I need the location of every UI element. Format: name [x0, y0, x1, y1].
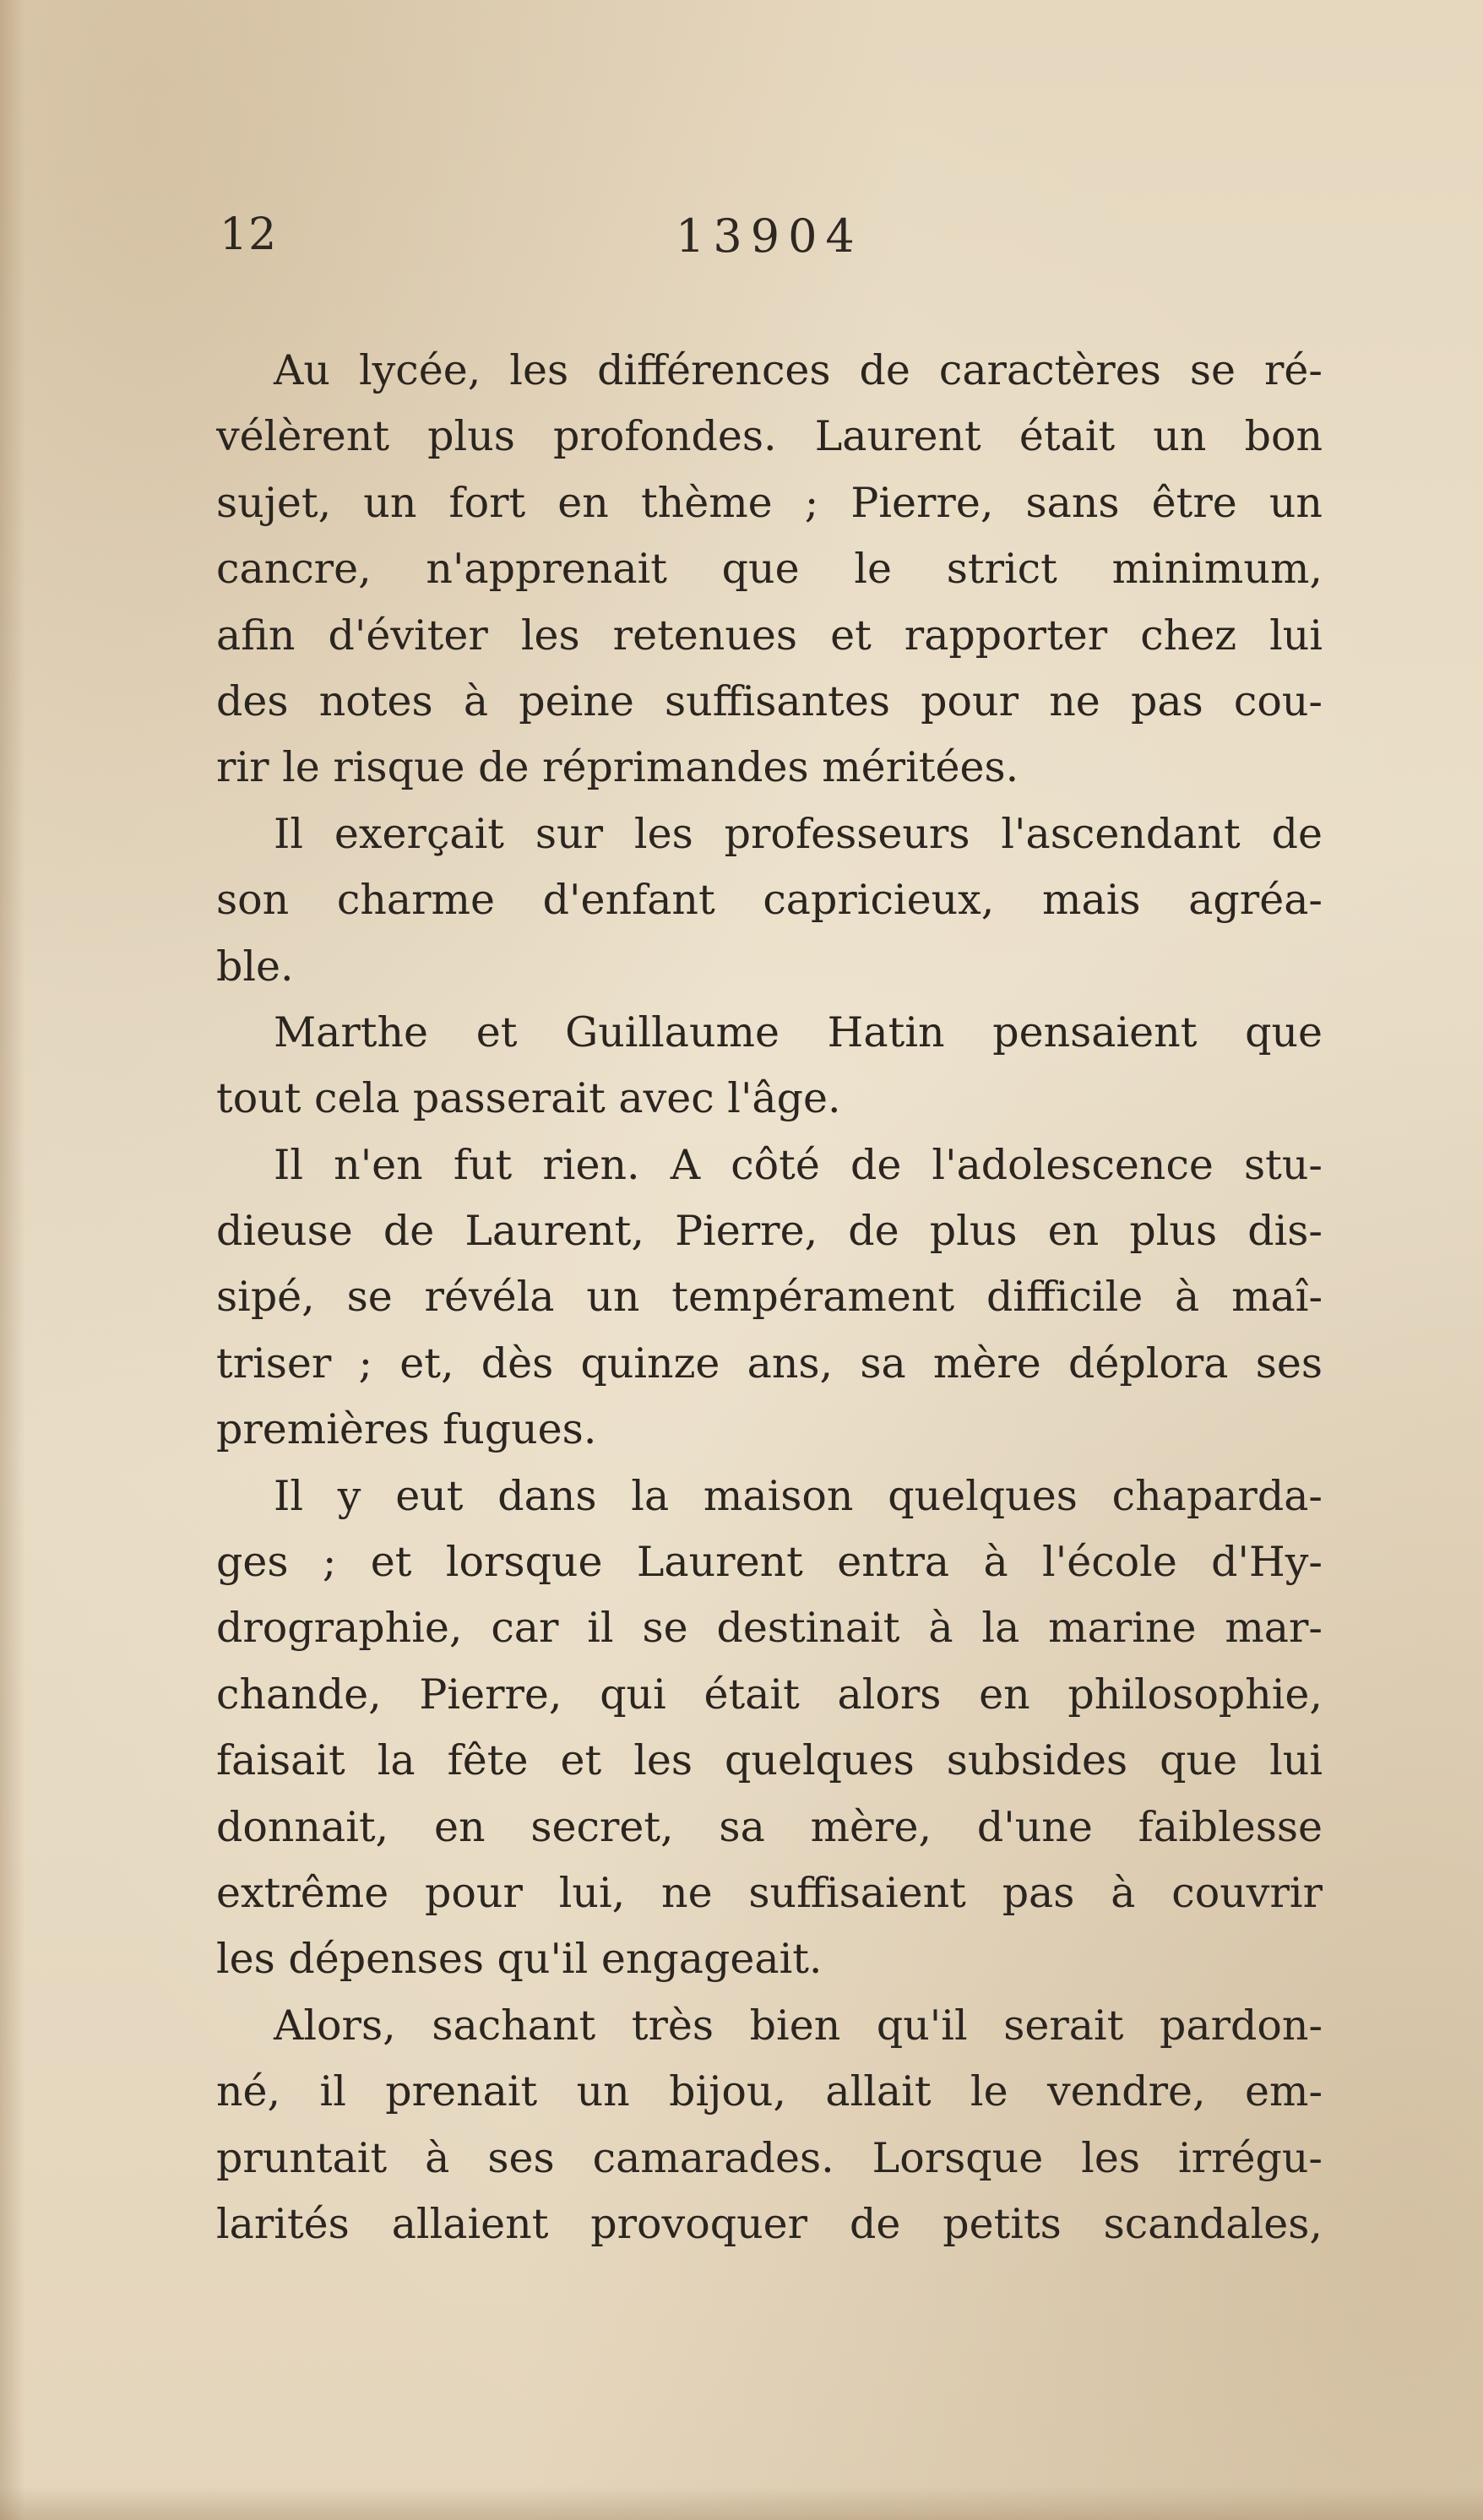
text-line: vélèrent plus profondes. Laurent était un bon [216, 412, 1323, 461]
text-line: les dépenses qu'il engageait. [216, 1935, 823, 1984]
text-line: Au lycée, les différences de caractères se ré- [274, 346, 1323, 394]
text-line: premières fugues. [216, 1405, 597, 1454]
text-line: Marthe et Guillaume Hatin pensaient que [274, 1007, 1323, 1056]
page-header [220, 209, 1317, 269]
text-line: afin d'éviter les retenues et rapporter chez lui [216, 611, 1323, 660]
text-line: tout cela passerait avec l'âge. [216, 1074, 841, 1123]
text-line: chande, Pierre, qui était alors en philosophie, [216, 1670, 1323, 1719]
text-line: sipé, se révéla un tempérament difficile à maî- [216, 1273, 1323, 1322]
text-line: son charme d'enfant capricieux, mais agréa- [216, 876, 1323, 925]
text-line: Il exerçait sur les professeurs l'ascendant de [274, 809, 1323, 858]
text-line: cancre, n'apprenait que le strict minimum, [216, 545, 1323, 594]
page-edge-shadow [0, 0, 25, 2520]
text-line: drographie, car il se destinait à la marine mar- [216, 1604, 1323, 1653]
body-text [216, 338, 1323, 2257]
text-line: rir le risque de réprimandes méritées. [216, 743, 1019, 792]
text-line: Il n'en fut rien. A côté de l'adolescence stu- [274, 1140, 1323, 1189]
text-line: dieuse de Laurent, Pierre, de plus en plus dis- [216, 1207, 1323, 1256]
text-line: extrême pour lui, ne suffisaient pas à couvrir [216, 1868, 1323, 1917]
text-line: pruntait à ses camarades. Lorsque les irrégu- [216, 2133, 1323, 2182]
text-line: né, il prenait un bijou, allait le vendre, em- [216, 2067, 1323, 2116]
page-number: 12 [220, 209, 278, 260]
text-line: faisait la fête et les quelques subsides que lui [216, 1736, 1323, 1785]
text-line: des notes à peine suffisantes pour ne pas cou- [216, 676, 1323, 725]
text-line: ges ; et lorsque Laurent entra à l'école d'Hy- [216, 1538, 1323, 1587]
running-title: 13904 [676, 209, 863, 263]
text-line: donnait, en secret, sa mère, d'une faiblesse [216, 1802, 1323, 1851]
text-line: larités allaient provoquer de petits scandales, [216, 2199, 1323, 2248]
text-line: triser ; et, dès quinze ans, sa mère déplora ses [216, 1339, 1323, 1388]
text-line: Alors, sachant très bien qu'il serait pardon- [274, 2001, 1323, 2050]
page-bottom-shadow [0, 2486, 1483, 2520]
text-line: Il y eut dans la maison quelques chaparda- [274, 1471, 1323, 1520]
text-line: sujet, un fort en thème ; Pierre, sans être un [216, 478, 1323, 527]
text-line: ble. [216, 942, 294, 991]
